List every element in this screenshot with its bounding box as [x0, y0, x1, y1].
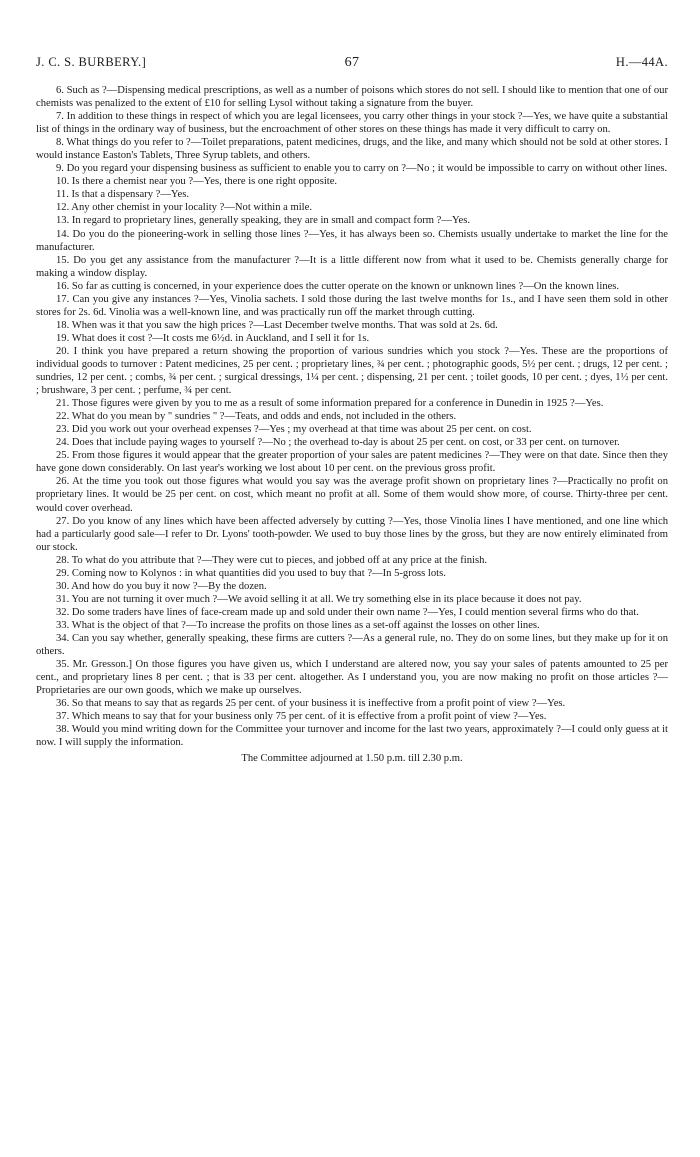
paragraph-q38: 38. Would you mind writing down for the Committee your turnover and income for the last two years, approximately ?—I could only guess at it now. I will supply the information.	[36, 724, 668, 749]
paragraph-q29: 29. Coming now to Kolynos : in what quantities did you used to buy that ?—In 5-gross lots.	[56, 567, 446, 579]
paragraph-q19: 19. What does it cost ?—It costs me 6½d. in Auckland, and I sell it for 1s.	[56, 332, 370, 344]
adjournment-note: The Committee adjourned at 1.50 p.m. till 2.30 p.m.	[241, 753, 463, 765]
paragraph-q13: 13. In regard to proprietary lines, generally speaking, they are in small and compact form ?—Yes.	[56, 215, 471, 227]
paragraph-q32: 32. Do some traders have lines of face-cream made up and sold under their own name ?—Yes, I could mention several firms who do that.	[56, 606, 639, 618]
paragraph-q11: 11. Is that a dispensary ?—Yes.	[56, 189, 189, 201]
paragraph-q21: 21. Those figures were given by you to me as a result of some information prepared for a conference in Dunedin in 1925 ?—Yes.	[56, 398, 604, 410]
paragraph-q30: 30. And how do you buy it now ?—By the dozen.	[56, 580, 267, 592]
paragraph-q36: 36. So that means to say that as regards 25 per cent. of your business it is ineffective from a profit point of view ?—Yes.	[56, 698, 566, 710]
page-number: 67	[344, 55, 360, 70]
paragraph-q25: 25. From those figures it would appear that the greater proportion of your sales are patent medicines ?—They were on that date. Since then they have gone down considerably. On last year's working we lost about 10 per cent. on the previous gross profit.	[36, 450, 668, 475]
paragraph-q9: 9. Do you regard your dispensing business as sufficient to enable you to carry on ?—No ; it would be impossible to carry on without other lines.	[56, 163, 668, 175]
paragraph-q35: 35. Mr. Gresson.] On those figures you have given us, which I understand are altered now, you say your sales of patents amounted to 25 per cent., and proprietary lines 8 per cent. ; that is 33 per cent. altogether. As I understand you, you are now making no profit on those articles ?—Proprietaries are our own goods, which we make up ourselves.	[36, 659, 668, 697]
paragraph-q17: 17. Can you give any instances ?—Yes, Vinolia sachets. I sold those during the last twelve months for 1s., and I have seen them sold in other stores for 2s. 6d. Vinolia was a well-known line, and was practically run off the market through cutting.	[36, 293, 668, 318]
paragraph-q14: 14. Do you do the pioneering-work in selling those lines ?—Yes, it has always been so. Chemists usually undertake to market the line for the manufacturer.	[36, 228, 668, 253]
paragraph-q15: 15. Do you get any assistance from the manufacturer ?—It is a little different now from what it used to be. Chemists generally charge for making a window display.	[36, 254, 668, 279]
paragraph-q28: 28. To what do you attribute that ?—They were cut to pieces, and jobbed off at any price at the finish.	[56, 554, 488, 566]
paragraph-q20: 20. I think you have prepared a return showing the proportion of various sundries which you stock ?—Yes. These are the proportions of individual goods to turnover : Patent medicines, 25 per cent. ; proprietary lines, ¾ per cent. ; photographic goods, 5½ per cent. ; drugs, 12 per cent. ; sundries, 12 per cent. ; combs, ¾ per cent. ; surgical dressings, 1¼ per cent. ; dispensing, 21 per cent. ; toilet goods, 10 per cent. ; dyes, 1½ per cent. ; brushware, 3 per cent. ; perfume, ¾ per cent.	[36, 345, 668, 397]
paragraph-q16: 16. So far as cutting is concerned, in your experience does the cutter operate on the known or unknown lines ?—On the known lines.	[56, 280, 620, 292]
paragraph-q23: 23. Did you work out your overhead expenses ?—Yes ; my overhead at that time was about 25 per cent. on cost.	[56, 424, 532, 436]
paragraph-q27: 27. Do you know of any lines which have been affected adversely by cutting ?—Yes, those Vinolia lines I have mentioned, and one line which had a particularly good sale—I refer to Dr. Lyons' tooth-powder. We used to buy those lines by the gross, but they are now entirely eliminated from our stock.	[36, 515, 668, 553]
paragraph-q37: 37. Which means to say that for your business only 75 per cent. of it is effective from a profit point of view ?—Yes.	[56, 711, 547, 723]
paragraph-q10: 10. Is there a chemist near you ?—Yes, there is one right opposite.	[56, 176, 338, 188]
paragraph-q22: 22. What do you mean by " sundries " ?—Teats, and odds and ends, not included in the others.	[56, 411, 457, 423]
testimony-body	[36, 84, 668, 765]
paragraph-q33: 33. What is the object of that ?—To increase the profits on those lines as a set-off against the losses on other lines.	[56, 619, 540, 631]
paragraph-q24: 24. Does that include paying wages to yourself ?—No ; the overhead to-day is about 25 per cent. on cost, or 33 per cent. on turnover.	[56, 437, 620, 449]
paragraph-q26: 26. At the time you took out those figures what would you say was the average profit shown on proprietary lines ?—Practically no profit on proprietary lines. It would be 25 per cent. on cost, which meant no profit at all. Some of them would show more, of course. Thirty-three per cent. would cover overhead.	[36, 476, 668, 514]
paragraph-q8: 8. What things do you refer to ?—Toilet preparations, patent medicines, drugs, and the like, and many which should not be sold at other stores. I would instance Easton's Tablets, Three Syrup tablets, and others.	[36, 137, 668, 162]
paragraph-q12: 12. Any other chemist in your locality ?—Not within a mile.	[56, 202, 312, 214]
paragraph-q34: 34. Can you say whether, generally speaking, these firms are cutters ?—As a general rule, no. They do on some lines, but they make up for it on others.	[36, 632, 668, 658]
paragraph-q18: 18. When was it that you saw the high prices ?—Last December twelve months. That was sold at 2s. 6d.	[56, 319, 498, 331]
page-header	[36, 55, 668, 71]
paragraph-q31: 31. You are not turning it over much ?—We avoid selling it at all. We try something else in its place because it does not pay.	[56, 593, 582, 605]
paragraph-q7: 7. In addition to these things in respect of which you are legal licensees, you carry other things in your stock ?—Yes, we have quite a substantial list of things in the ordinary way of business, but the encroachment of other stores on these things has made it very difficult to carry on.	[36, 111, 668, 136]
document-reference: H.—44A.	[615, 55, 668, 69]
paragraph-q6: 6. Such as ?—Dispensing medical prescriptions, as well as a number of poisons which stores do not sell. I should like to mention that one of our chemists was penalized to the extent of £10 for selling Lysol without taking a signature from the buyer.	[36, 85, 668, 110]
header-witness-name: J. C. S. BURBERY.]	[36, 55, 147, 69]
